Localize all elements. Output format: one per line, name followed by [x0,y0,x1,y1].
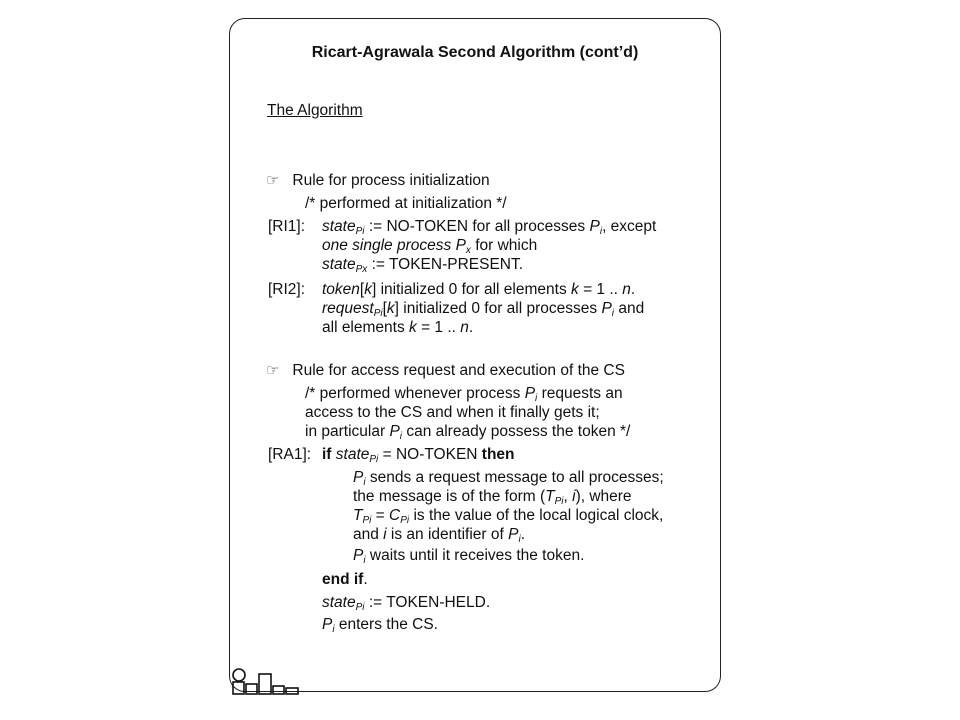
rule-access-comment-1: /* performed whenever process $P_i$ requests an [305,385,623,404]
ra1-enters-cs: $P_i$ enters the CS. [322,616,438,635]
ri1-line-2: one single process $P_x$ for which [322,237,538,256]
ri1-label: [RI1]: [268,218,306,235]
rule-init-title: Rule for process initialization [292,172,490,189]
ri2-line-2: request$_{Pi}$[k] initialized 0 for all processes $P_i$ and [322,300,645,319]
slide-title: Ricart-Agrawala Second Algorithm (cont’d) [311,44,639,61]
ra1-if-line: if state$_{Pi}$ = NO-TOKEN then [322,446,515,465]
ri2-line-3: all elements k = 1 .. n. [322,319,474,336]
rule-access-title-line [266,361,625,380]
ra1-end-if: end if. [322,571,368,588]
university-logo [232,668,304,696]
rule-init-title-line [266,171,490,190]
ra1-body-3: $T_{Pi} = C_{Pi}$ is the value of the local logical clock, [353,507,664,526]
ri2-label: [RI2]: [268,281,306,298]
ri2-line-1: token[k] initialized 0 for all elements k = 1 .. n. [322,281,636,298]
rule-access-comment-2: access to the CS and when it finally gets it; [305,404,600,421]
ra1-body-2: the message is of the form ($T_{Pi}$, i), where [353,488,632,507]
ra1-body-1: $P_i$ sends a request message to all processes; [353,469,664,488]
pointing-hand-icon: ☞ [266,172,280,189]
ra1-state-held: state$_{Pi}$ := TOKEN-HELD. [322,594,491,613]
pointing-hand-icon: ☞ [266,362,280,379]
rule-access-title: Rule for access request and execution of the CS [292,362,625,379]
section-heading: The Algorithm [267,102,363,119]
rule-access-comment-3: in particular $P_i$ can already possess the token */ [305,423,631,442]
rule-init-comment: /* performed at initialization */ [305,195,507,212]
ra1-body-5: $P_i$ waits until it receives the token. [353,547,585,566]
ra1-label: [RA1]: [268,446,312,463]
ri1-line-3: state$_{Px}$ := TOKEN-PRESENT. [322,256,524,275]
ra1-body-4: and i is an identifier of $P_i$. [353,526,525,545]
ri1-line-1: state$_{Pi}$ := NO-TOKEN for all processes $P_i$, except [322,218,657,237]
